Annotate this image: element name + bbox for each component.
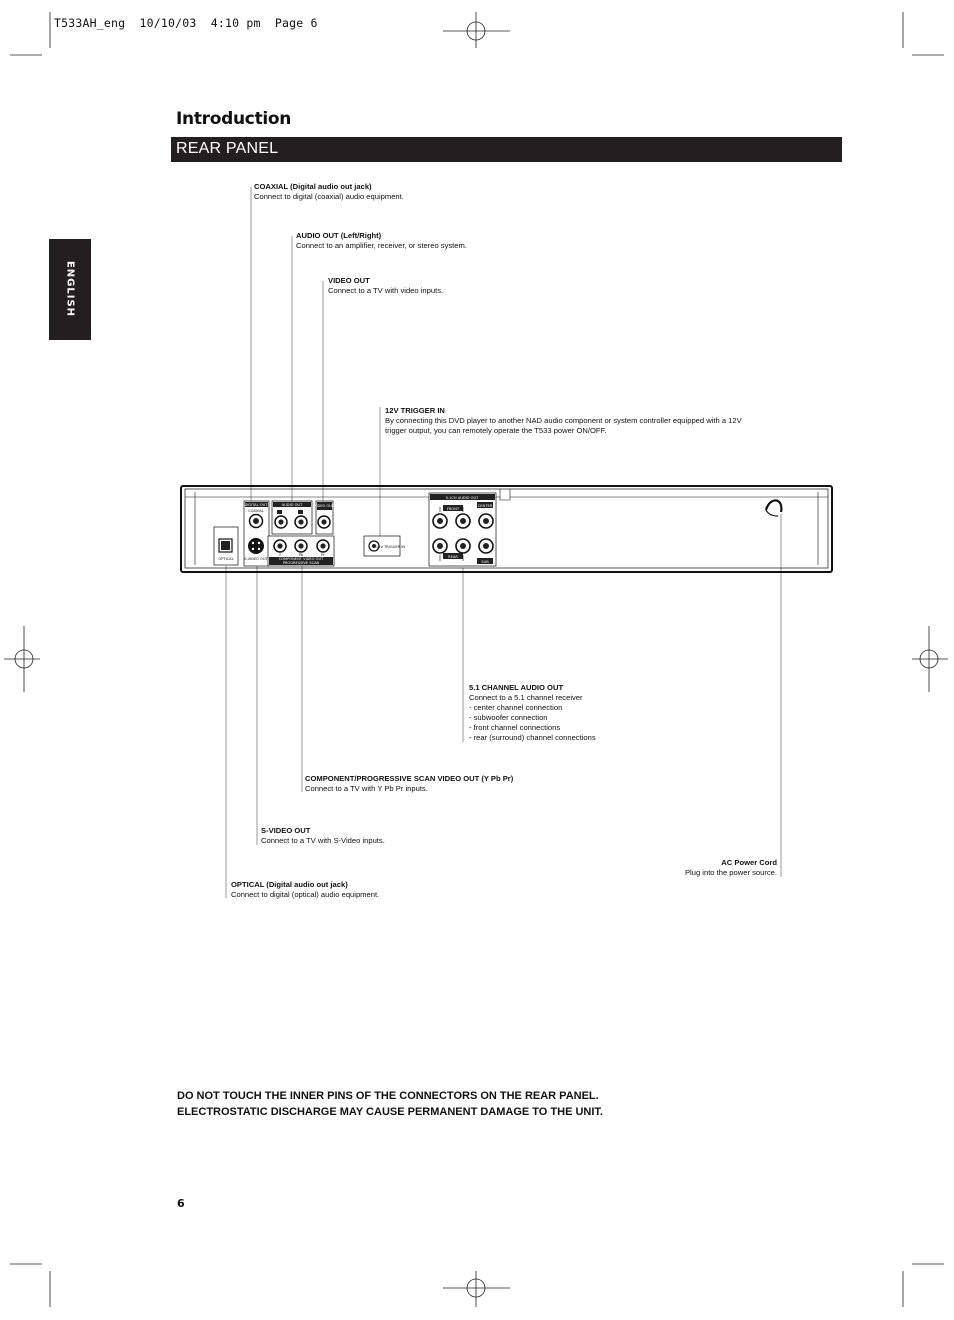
panel-label-video-out: VIDEO OUT — [313, 504, 335, 508]
print-slug: T533AH_eng 10/10/03 4:10 pm Page 6 — [54, 16, 318, 30]
callout-desc: Connect to a TV with S-Video inputs. — [261, 836, 385, 845]
callout-component — [305, 774, 513, 794]
callout-line: - front channel connections — [469, 723, 561, 732]
panel-label-optical: OPTICAL — [218, 557, 234, 561]
language-tab-label: ENGLISH — [64, 260, 76, 318]
callout-title: AUDIO OUT (Left/Right) — [296, 231, 382, 240]
callout-desc: Connect to an amplifier, receiver, or stereo system. — [296, 241, 467, 250]
callout-desc: Connect to a TV with Y Pb Pr inputs. — [305, 784, 428, 793]
callout-desc: Plug into the power source. — [684, 868, 777, 877]
callout-desc: Connect to digital (coaxial) audio equipment. — [254, 192, 404, 201]
callout-title: S-VIDEO OUT — [261, 826, 311, 835]
panel-label-center: CENTER — [477, 504, 493, 508]
callout-ch51 — [469, 683, 596, 743]
callout-ac — [640, 858, 777, 878]
panel-label-rear: REAR — [448, 555, 458, 559]
component-jacks — [274, 540, 329, 552]
callout-title: COMPONENT/PROGRESSIVE SCAN VIDEO OUT (Y Pb Pr) — [305, 774, 514, 783]
panel-label-audio-out: AUDIO OUT — [281, 503, 303, 507]
panel-label-sub: SUB — [481, 560, 489, 564]
callout-title: 12V TRIGGER IN — [385, 406, 445, 415]
warning-line: ELECTROSTATIC DISCHARGE MAY CAUSE PERMANENT DAMAGE TO THE UNIT. — [177, 1106, 603, 1118]
panel-label-y: Y — [278, 553, 282, 557]
page-number: 6 — [177, 1197, 185, 1210]
callout-desc: Connect to digital (optical) audio equipment. — [231, 890, 380, 899]
callout-title: 5.1 CHANNEL AUDIO OUT — [469, 683, 564, 692]
ac-power-cord — [766, 500, 781, 516]
section-title: Introduction — [176, 109, 292, 129]
callout-audio-out — [296, 231, 467, 251]
warning-line: DO NOT TOUCH THE INNER PINS OF THE CONNECTORS ON THE REAR PANEL. — [177, 1090, 599, 1102]
panel-label-progressive: PROGRESSIVE SCAN — [282, 561, 320, 565]
callout-title: AC Power Cord — [721, 858, 777, 867]
callout-video-out — [328, 276, 443, 296]
panel-label-pr: Pr — [321, 553, 325, 557]
panel-label-digital-out: DIGITAL OUT — [244, 503, 268, 507]
panel-label-coaxial: COAXIAL — [248, 509, 264, 513]
panel-label-ch51: 5.1CH AUDIO OUT — [445, 496, 479, 500]
callout-title: OPTICAL (Digital audio out jack) — [231, 880, 348, 889]
coaxial-jack — [250, 515, 263, 528]
callout-title: VIDEO OUT — [328, 276, 370, 285]
callout-line: - center channel connection — [469, 703, 563, 712]
panel-label-front: FRONT — [446, 507, 460, 511]
panel-label-component: COMPONENT VIDEO OUT — [278, 557, 324, 561]
callout-coaxial — [254, 182, 404, 202]
callout-line: Connect to a 5.1 channel receiver — [469, 693, 583, 702]
callout-svideo — [261, 826, 385, 846]
video-out-jack — [318, 516, 330, 528]
callout-desc: Connect to a TV with video inputs. — [328, 286, 444, 295]
panel-label-trigger: +12V TRIGGER IN — [372, 545, 406, 549]
banner-text: REAR PANEL — [176, 140, 279, 157]
svideo-jack — [248, 538, 264, 554]
callout-optical — [231, 880, 379, 900]
callout-title: COAXIAL (Digital audio out jack) — [254, 182, 372, 191]
callout-desc: By connecting this DVD player to another NAD audio component or system controller equipped with a 12V — [385, 416, 742, 425]
warning-notice — [177, 1088, 603, 1120]
callout-line: - rear (surround) channel connections — [469, 733, 596, 742]
callout-desc: trigger output, you can remotely operate the T533 power ON/OFF. — [385, 426, 607, 435]
callout-trigger — [385, 406, 785, 436]
callout-line: - subwoofer connection — [469, 713, 548, 722]
panel-label-svideo: S-VIDEO OUT — [244, 557, 268, 561]
panel-label-pb: Pb — [298, 553, 304, 557]
